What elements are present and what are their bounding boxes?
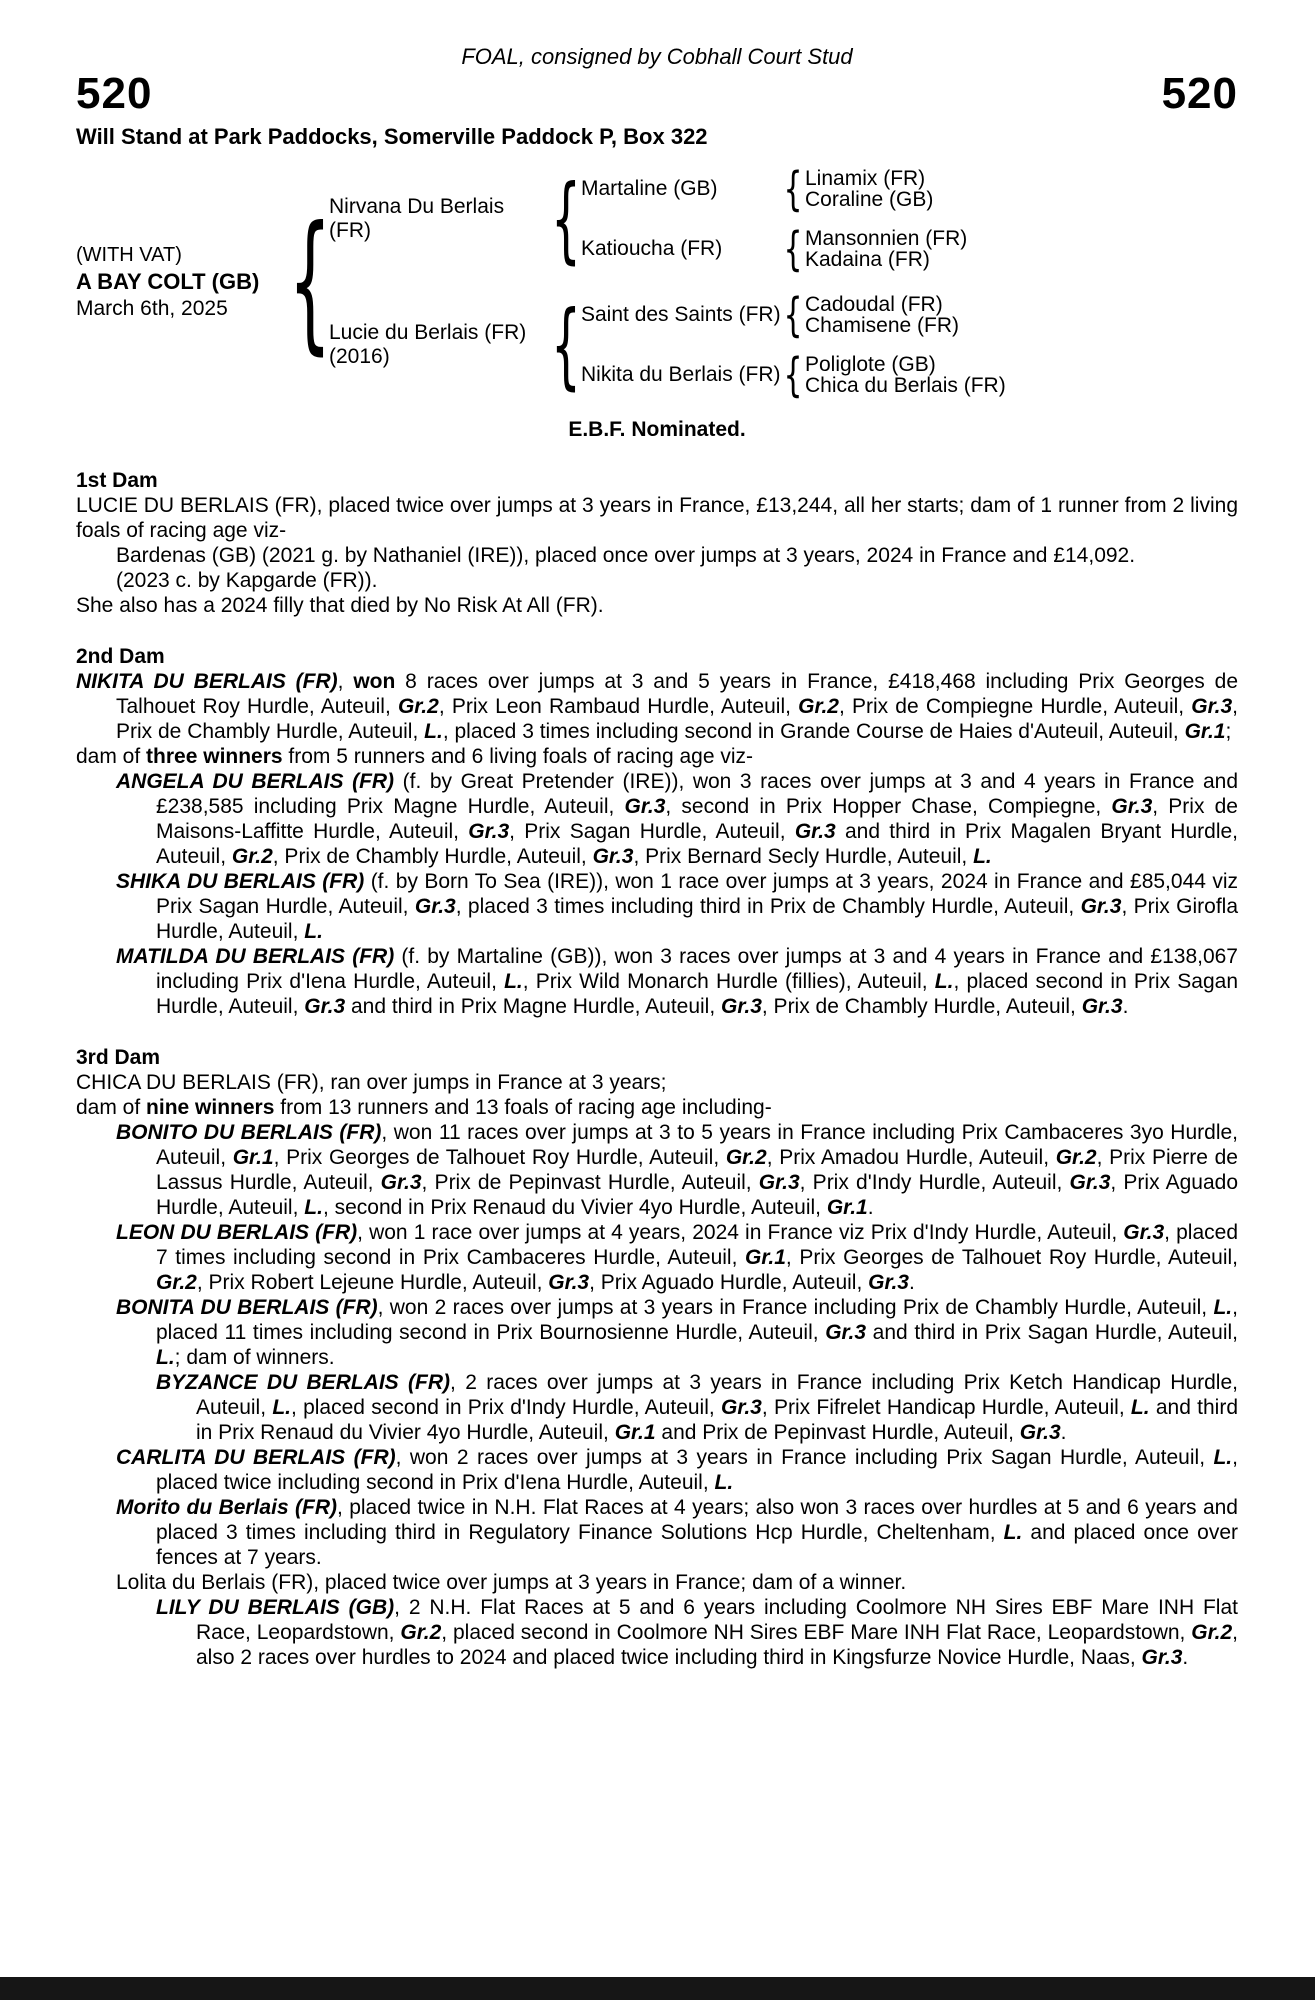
emphasis-run: Gr.3: [1019, 1421, 1061, 1444]
dam-sections: [76, 468, 1238, 1670]
catalogue-paragraph: [76, 1595, 1238, 1670]
pedigree-main-brace: {: [288, 195, 332, 369]
ebf-nominated-line: E.B.F. Nominated.: [568, 418, 746, 441]
text-run: (f. by Great Pretender (IRE)), won 3 races over jumps at 3 and 4 years in France and £238,585 including Prix Magne Hurdle, Auteuil,: [156, 770, 1238, 818]
sire-dam-dam-name: Kadaina (FR): [805, 247, 930, 271]
emphasis-run: Gr.3: [721, 995, 762, 1018]
catalogue-paragraph: [76, 1370, 1238, 1445]
text-run: , Prix Wild Monarch Hurdle (fillies), Auteuil,: [522, 970, 935, 993]
text-run: and third in Prix Sagan Hurdle, Auteuil,: [866, 1321, 1239, 1344]
catalogue-paragraph: [76, 1445, 1238, 1495]
text-run: , Prix Fifrelet Handicap Hurdle, Auteuil,: [761, 1396, 1131, 1419]
emphasis-run: Gr.3: [758, 1171, 800, 1194]
sire-name: Nirvana Du Berlais (FR): [329, 195, 505, 242]
catalogue-paragraph: [76, 593, 1238, 618]
emphasis-run: Gr.3: [1081, 995, 1123, 1018]
emphasis-run: Morito du Berlais (FR): [116, 1496, 337, 1519]
emphasis-run: Gr.1: [826, 1196, 868, 1219]
text-run: , placed 7 times including second in Prix Cambaceres Hurdle, Auteuil,: [156, 1221, 1238, 1269]
text-run: , Prix Leon Rambaud Hurdle, Auteuil,: [438, 695, 799, 718]
foal-description: A BAY COLT (GB): [76, 269, 260, 294]
emphasis-run: L.: [1003, 1521, 1023, 1544]
text-run: dam of: [76, 745, 147, 768]
text-run: CHICA DU BERLAIS (FR), ran over jumps in France at 3 years;: [76, 1071, 667, 1094]
sire-row: [329, 162, 1006, 276]
emphasis-run: LEON DU BERLAIS (FR): [116, 1221, 358, 1244]
lot-number-right: 520: [1161, 69, 1238, 118]
section-heading: 2nd Dam: [76, 645, 165, 668]
text-run: , 2 races over jumps at 3 years in France including Prix Ketch Handicap Hurdle, Auteuil,: [196, 1371, 1238, 1419]
text-run: , Prix Sagan Hurdle, Auteuil,: [509, 820, 795, 843]
text-run: , Prix Aguado Hurdle, Auteuil,: [156, 1171, 1239, 1219]
emphasis-run: MATILDA DU BERLAIS (FR): [116, 945, 395, 968]
emphasis-run: L.: [156, 1346, 175, 1369]
sire-dam-name: Katioucha (FR): [581, 237, 723, 260]
text-run: She also has a 2024 filly that died by No Risk At All (FR).: [76, 594, 604, 617]
catalogue-paragraph: [76, 1220, 1238, 1295]
text-run: , Prix Aguado Hurdle, Auteuil,: [589, 1271, 869, 1294]
emphasis-run: Gr.3: [624, 795, 666, 818]
text-run: (2023 c. by Kapgarde (FR)).: [116, 569, 378, 592]
catalogue-paragraph: [76, 744, 1238, 769]
catalogue-paragraph: [76, 568, 1238, 593]
emphasis-run: L.: [1213, 1296, 1233, 1319]
text-run: , placed second in Coolmore NH Sires EBF Mare INH Flat Race, Leopardstown,: [441, 1621, 1192, 1644]
dam-dam-sire-name: Poliglote (GB): [805, 352, 936, 376]
emphasis-run: L.: [714, 1471, 734, 1494]
text-run: , second in Prix Renaud du Vivier 4yo Hurdle, Auteuil,: [322, 1196, 827, 1219]
emphasis-run: L.: [424, 720, 443, 743]
emphasis-run: Gr.3: [1080, 895, 1122, 918]
text-run: ; dam of winners.: [174, 1346, 335, 1369]
sire-sire-dam-name: Coraline (GB): [805, 187, 934, 211]
emphasis-run: Gr.3: [414, 895, 456, 918]
sire-sire-row: [581, 162, 967, 216]
emphasis-run: Gr.3: [1123, 1221, 1165, 1244]
emphasis-run: BYZANCE DU BERLAIS (FR): [156, 1371, 451, 1394]
text-run: Bardenas (GB) (2021 g. by Nathaniel (IRE)), placed once over jumps at 3 years, 2024 in France and £14,092.: [116, 544, 1136, 567]
dam-dam-name: Nikita du Berlais (FR): [581, 363, 781, 386]
catalogue-paragraph: [76, 1570, 1238, 1595]
emphasis-run: SHIKA DU BERLAIS (FR): [116, 870, 365, 893]
text-run: , placed twice including second in Prix d'Iena Hurdle, Auteuil,: [156, 1446, 1238, 1494]
foaling-date: March 6th, 2025: [76, 297, 228, 320]
text-run: .: [867, 1196, 874, 1219]
emphasis-run: Gr.1: [614, 1421, 656, 1444]
text-run: and Prix de Pepinvast Hurdle, Auteuil,: [655, 1421, 1020, 1444]
lot-number-left: 520: [76, 69, 153, 118]
catalogue-paragraph: [76, 869, 1238, 944]
emphasis-run: ANGELA DU BERLAIS (FR): [116, 770, 395, 793]
emphasis-run: Gr.3: [794, 820, 836, 843]
emphasis-run: Gr.3: [592, 845, 634, 868]
pedigree-tree: [76, 162, 1238, 402]
emphasis-run: Gr.1: [1184, 720, 1226, 743]
text-run: , won 11 races over jumps at 3 to 5 years in France including Prix Cambaceres 3yo Hurdle, Auteuil,: [156, 1121, 1238, 1169]
text-run: from 5 runners and 6 living foals of racing age viz-: [282, 745, 753, 768]
emphasis-run: L.: [1213, 1446, 1233, 1469]
dam-dam-row: [581, 348, 1006, 402]
catalogue-paragraph: [76, 1295, 1238, 1370]
emphasis-run: three winners: [146, 745, 283, 768]
emphasis-run: BONITO DU BERLAIS (FR): [116, 1121, 382, 1144]
text-run: Lolita du Berlais (FR), placed twice over jumps at 3 years in France; dam of a winner.: [116, 1571, 907, 1594]
emphasis-run: L.: [1130, 1396, 1150, 1419]
text-run: and third in Prix Magne Hurdle, Auteuil,: [345, 995, 722, 1018]
emphasis-run: Gr.2: [1191, 1621, 1233, 1644]
text-run: , Prix de Maisons-Laffitte Hurdle, Auteuil,: [156, 795, 1238, 843]
dam-year: (2016): [329, 345, 390, 368]
dam-sire-dam-name: Chamisene (FR): [805, 313, 960, 337]
emphasis-run: Gr.2: [397, 695, 439, 718]
stand-location-line: Will Stand at Park Paddocks, Somerville Paddock P, Box 322: [76, 124, 708, 149]
emphasis-run: L.: [504, 970, 523, 993]
emphasis-run: NIKITA DU BERLAIS (FR): [76, 670, 338, 693]
text-run: , won 1 race over jumps at 4 years, 2024 in France viz Prix d'Indy Hurdle, Auteuil,: [357, 1221, 1124, 1244]
text-run: , placed 3 times including second in Grande Course de Haies d'Auteuil, Auteuil,: [442, 720, 1185, 743]
text-run: ,: [337, 670, 354, 693]
text-run: , Prix de Compiegne Hurdle, Auteuil,: [839, 695, 1192, 718]
emphasis-run: Gr.2: [400, 1621, 442, 1644]
dam-sire-sire-name: Cadoudal (FR): [805, 292, 943, 316]
emphasis-run: L.: [304, 1196, 323, 1219]
text-run: , placed second in Prix Sagan Hurdle, Auteuil,: [156, 970, 1239, 1018]
catalogue-paragraph: [76, 1120, 1238, 1220]
text-run: , Prix Amadou Hurdle, Auteuil,: [766, 1146, 1056, 1169]
text-run: , Prix Georges de Talhouet Roy Hurdle, Auteuil,: [273, 1146, 726, 1169]
emphasis-run: Gr.2: [725, 1146, 767, 1169]
emphasis-run: Gr.3: [868, 1271, 909, 1294]
text-run: , Prix d'Indy Hurdle, Auteuil,: [799, 1171, 1070, 1194]
text-run: , placed twice in N.H. Flat Races at 4 years; also won 3 races over hurdles at 5 and 6 years and placed 3 times including third in Regulatory Finance Solutions Hcp Hurdle, Cheltenham,: [156, 1496, 1238, 1544]
catalogue-paragraph: [76, 1495, 1238, 1570]
catalogue-paragraph: [76, 1095, 1238, 1120]
text-run: , Prix Georges de Talhouet Roy Hurdle, Auteuil,: [785, 1246, 1238, 1269]
section-heading: 3rd Dam: [76, 1046, 161, 1069]
text-run: , Prix Pierre de Lassus Hurdle, Auteuil,: [156, 1146, 1238, 1194]
text-run: 8 races over jumps at 3 and 5 years in France, £418,468 including Prix Georges de Talhouet Roy Hurdle, Auteuil,: [116, 670, 1238, 718]
catalogue-paragraph: [76, 769, 1238, 869]
text-run: , placed 11 times including second in Prix Bournosienne Hurdle, Auteuil,: [156, 1296, 1238, 1344]
emphasis-run: Gr.2: [798, 695, 839, 718]
sire-sire-name: Martaline (GB): [581, 177, 718, 200]
text-run: , Prix de Pepinvast Hurdle, Auteuil,: [421, 1171, 759, 1194]
text-run: , 2 N.H. Flat Races at 5 and 6 years including Coolmore NH Sires EBF Mare INH Flat Race, Leopardstown,: [196, 1596, 1238, 1644]
emphasis-run: won: [353, 670, 396, 693]
sire-sire-brace: {: [783, 162, 803, 216]
emphasis-run: BONITA DU BERLAIS (FR): [116, 1296, 378, 1319]
emphasis-run: Gr.3: [548, 1271, 590, 1294]
emphasis-run: Gr.3: [1141, 1646, 1183, 1669]
dam-brace: {: [551, 290, 581, 400]
section-heading: 1st Dam: [76, 469, 158, 492]
lot-number-row: [76, 69, 1238, 118]
dam-name-cell: [329, 321, 551, 369]
catalogue-paragraph: [76, 493, 1238, 543]
emphasis-run: Gr.3: [1111, 795, 1153, 818]
emphasis-run: Gr.3: [825, 1321, 867, 1344]
foal-info: [76, 242, 291, 322]
text-run: ;: [1225, 720, 1232, 743]
text-run: .: [909, 1271, 915, 1294]
text-run: , Prix Girofla Hurdle, Auteuil,: [156, 895, 1239, 943]
vat-note: (WITH VAT): [76, 244, 182, 266]
sire-dam-sire-name: Mansonnien (FR): [805, 226, 968, 250]
emphasis-run: L.: [934, 970, 954, 993]
text-run: , won 2 races over jumps at 3 years in France including Prix de Chambly Hurdle, Auteuil,: [377, 1296, 1214, 1319]
text-run: from 13 runners and 13 foals of racing age including-: [274, 1096, 772, 1119]
page-bottom-bar: [0, 1977, 1315, 2000]
dam-name: Lucie du Berlais (FR): [329, 321, 527, 344]
text-run: dam of: [76, 1096, 147, 1119]
emphasis-run: Gr.1: [232, 1146, 274, 1169]
text-run: and third in Prix Renaud du Vivier 4yo Hurdle, Auteuil,: [196, 1396, 1239, 1444]
emphasis-run: Gr.2: [1055, 1146, 1097, 1169]
text-run: .: [1060, 1421, 1067, 1444]
text-run: , won 2 races over jumps at 3 years in France including Prix Sagan Hurdle, Auteuil,: [395, 1446, 1214, 1469]
text-run: LUCIE DU BERLAIS (FR), placed twice over jumps at 3 years in France, £13,244, all her starts; dam of 1 runner from 2 living foals of racing age viz-: [76, 494, 1238, 542]
text-run: , second in Prix Hopper Chase, Compiegne,: [665, 795, 1112, 818]
dam-sire-row: [581, 288, 1006, 342]
text-run: (f. by Martaline (GB)), won 3 races over jumps at 3 and 4 years in France and £138,067 including Prix d'Iena Hurdle, Auteuil,: [156, 945, 1238, 993]
sire-sire-sire-name: Linamix (FR): [805, 166, 926, 190]
dam-dam-brace: {: [783, 348, 803, 402]
text-run: , Prix de Chambly Hurdle, Auteuil,: [761, 995, 1082, 1018]
emphasis-run: LILY DU BERLAIS (GB): [156, 1596, 395, 1619]
dam-row: [329, 288, 1006, 402]
emphasis-run: Gr.2: [156, 1271, 197, 1294]
emphasis-run: Gr.1: [745, 1246, 786, 1269]
catalogue-paragraph: [76, 543, 1238, 568]
emphasis-run: Gr.3: [1069, 1171, 1111, 1194]
pedigree-generations: [329, 162, 1006, 402]
text-run: , placed second in Prix d'Indy Hurdle, Auteuil,: [290, 1396, 721, 1419]
emphasis-run: Gr.2: [231, 845, 273, 868]
emphasis-run: Gr.3: [468, 820, 510, 843]
text-run: and third in Prix Magalen Bryant Hurdle, Auteuil,: [156, 820, 1239, 868]
catalogue-paragraph: [76, 1070, 1238, 1095]
text-run: and placed once over fences at 7 years.: [156, 1521, 1238, 1569]
text-run: , Prix de Chambly Hurdle, Auteuil,: [272, 845, 593, 868]
dam-sire-name: Saint des Saints (FR): [581, 303, 781, 326]
emphasis-run: L.: [304, 920, 323, 943]
emphasis-run: Gr.3: [720, 1396, 762, 1419]
emphasis-run: Gr.3: [380, 1171, 422, 1194]
consignor-line: FOAL, consigned by Cobhall Court Stud: [461, 44, 853, 69]
sire-dam-brace: {: [783, 222, 803, 276]
dam-sire-brace: {: [783, 288, 803, 342]
text-run: (f. by Born To Sea (IRE)), won 1 race over jumps at 3 years, 2024 in France and £85,044 viz Prix Sagan Hurdle, Auteuil,: [156, 870, 1238, 918]
sire-dam-row: [581, 222, 967, 276]
text-run: , Prix de Chambly Hurdle, Auteuil,: [116, 695, 1238, 743]
emphasis-run: L.: [973, 845, 992, 868]
sire-brace: {: [551, 164, 581, 274]
text-run: , also 2 races over hurdles to 2024 and placed twice including third in Kingsfurze Novice Hurdle, Naas,: [196, 1621, 1238, 1669]
emphasis-run: nine winners: [146, 1096, 275, 1119]
emphasis-run: L.: [272, 1396, 291, 1419]
catalogue-paragraph: [76, 944, 1238, 1019]
text-run: , Prix Robert Lejeune Hurdle, Auteuil,: [196, 1271, 549, 1294]
text-run: .: [1182, 1646, 1189, 1669]
text-run: , Prix Bernard Secly Hurdle, Auteuil,: [633, 845, 974, 868]
text-run: , placed 3 times including third in Prix de Chambly Hurdle, Auteuil,: [455, 895, 1081, 918]
emphasis-run: Gr.3: [1191, 695, 1233, 718]
emphasis-run: Gr.3: [304, 995, 346, 1018]
dam-dam-dam-name: Chica du Berlais (FR): [805, 373, 1006, 397]
text-run: .: [1122, 995, 1129, 1018]
emphasis-run: CARLITA DU BERLAIS (FR): [116, 1446, 396, 1469]
catalogue-paragraph: [76, 669, 1238, 744]
